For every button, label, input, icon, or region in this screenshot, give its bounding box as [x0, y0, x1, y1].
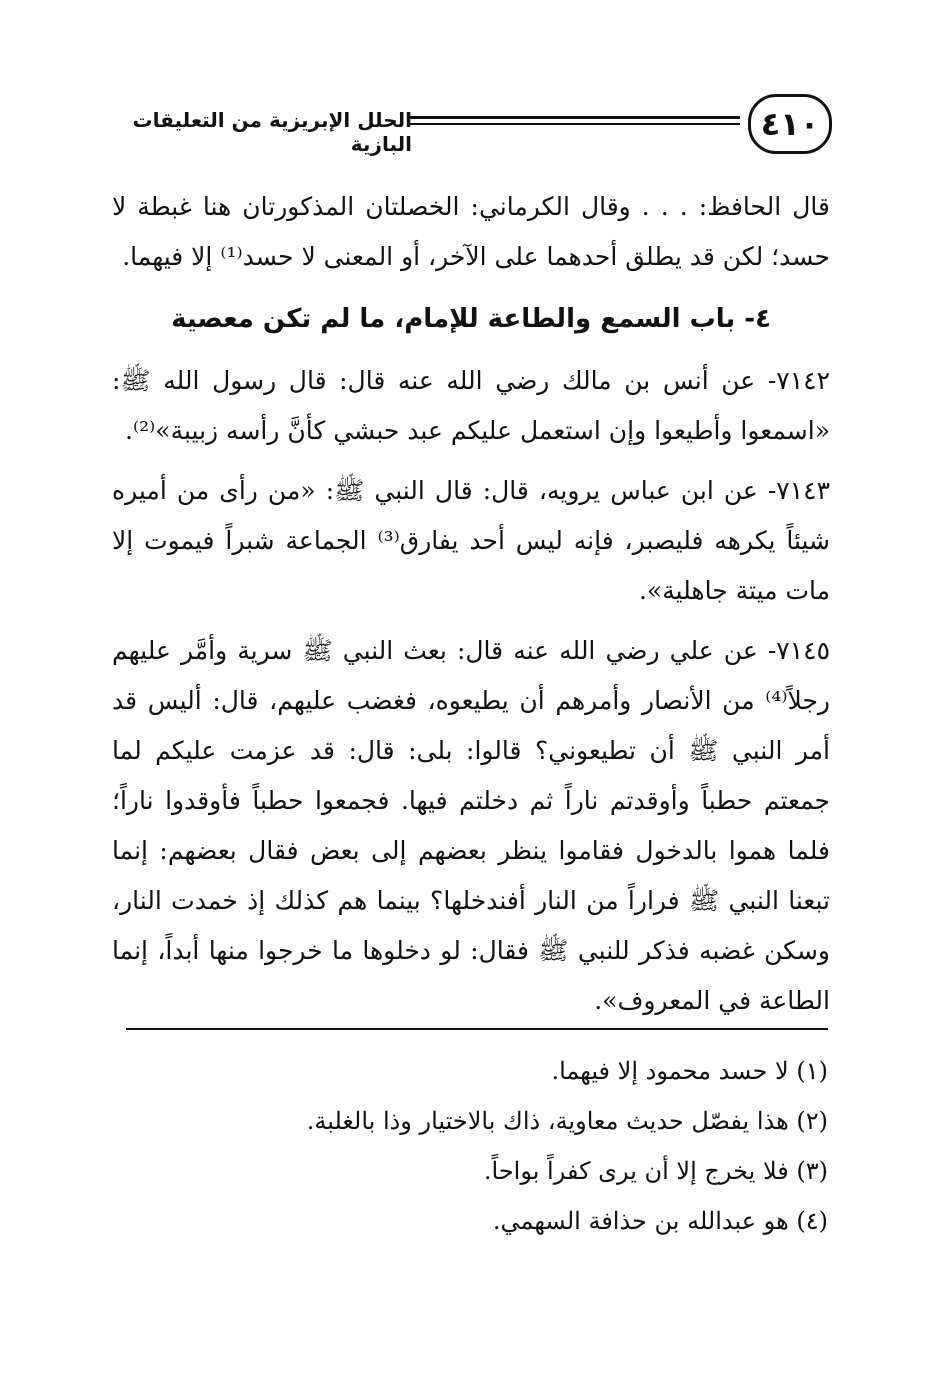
- intro-paragraph: قال الحافظ: . . . وقال الكرماني: الخصلتان المذكورتان هنا غبطة لا حسد؛ لكن قد يطلق أحدهما على الآخر، أو المعنى لا حسد⁽¹⁾ إلا فيهما.: [112, 192, 830, 271]
- footnotes: [112, 1046, 828, 1246]
- page-header: [112, 94, 832, 158]
- page-body: [112, 182, 830, 1036]
- page-number: ٤١٠: [748, 94, 832, 154]
- hadith-7145: ٧١٤٥- عن علي رضي الله عنه قال: بعث النبي ﷺ سرية وأمَّر عليهم رجلاً⁽⁴⁾ من الأنصار وأمرهم أن يطيعوه، فغضب عليهم، قال: أليس قد أمر النبي ﷺ أن تطيعوني؟ قالوا: بلى: قال: قد عزمت عليكم لما جمعتم حطباً وأوقدتم ناراً ثم دخلتم فيها. فجمعوا حطباً فأوقدوا ناراً؛ فلما هموا بالدخول فقاموا ينظر بعضهم إلى بعض فقال بعضهم: إنما تبعنا النبي ﷺ فراراً من النار أفندخلها؟ بينما هم كذلك إذ خمدت النار، وسكن غضبه فذكر للنبي ﷺ فقال: لو دخلوها ما خرجوا منها أبداً، إنما الطاعة في المعروف».: [112, 636, 830, 1015]
- hadith-7143: ٧١٤٣- عن ابن عباس يرويه، قال: قال النبي ﷺ: «من رأى من أميره شيئاً يكرهه فليصبر، فإنه ليس أحد يفارق⁽³⁾ الجماعة شبراً فيموت إلا مات ميتة جاهلية».: [112, 476, 830, 605]
- hadith-7142: ٧١٤٢- عن أنس بن مالك رضي الله عنه قال: قال رسول الله ﷺ: «اسمعوا وأطيعوا وإن استعمل عليكم عبد حبشي كأنَّ رأسه زبيبة»⁽²⁾.: [112, 366, 830, 445]
- footnote-separator: [126, 1028, 828, 1030]
- footnote-1: (١) لا حسد محمود إلا فيهما.: [551, 1057, 828, 1085]
- footnote-2: (٢) هذا يفصّل حديث معاوية، ذاك بالاختيار وذا بالغلبة.: [306, 1107, 828, 1135]
- chapter-heading: ٤- باب السمع والطاعة للإمام، ما لم تكن معصية: [171, 304, 771, 334]
- footnote-3: (٣) فلا يخرج إلا أن يرى كفراً بواحاً.: [483, 1157, 828, 1185]
- book-title: الحلل الإبريزية من التعليقات البازية: [132, 108, 412, 156]
- header-double-rule: [410, 116, 740, 130]
- footnote-4: (٤) هو عبدالله بن حذافة السهمي.: [492, 1207, 828, 1235]
- header-rule-thick: [410, 116, 740, 119]
- header-rule-thin: [410, 123, 740, 125]
